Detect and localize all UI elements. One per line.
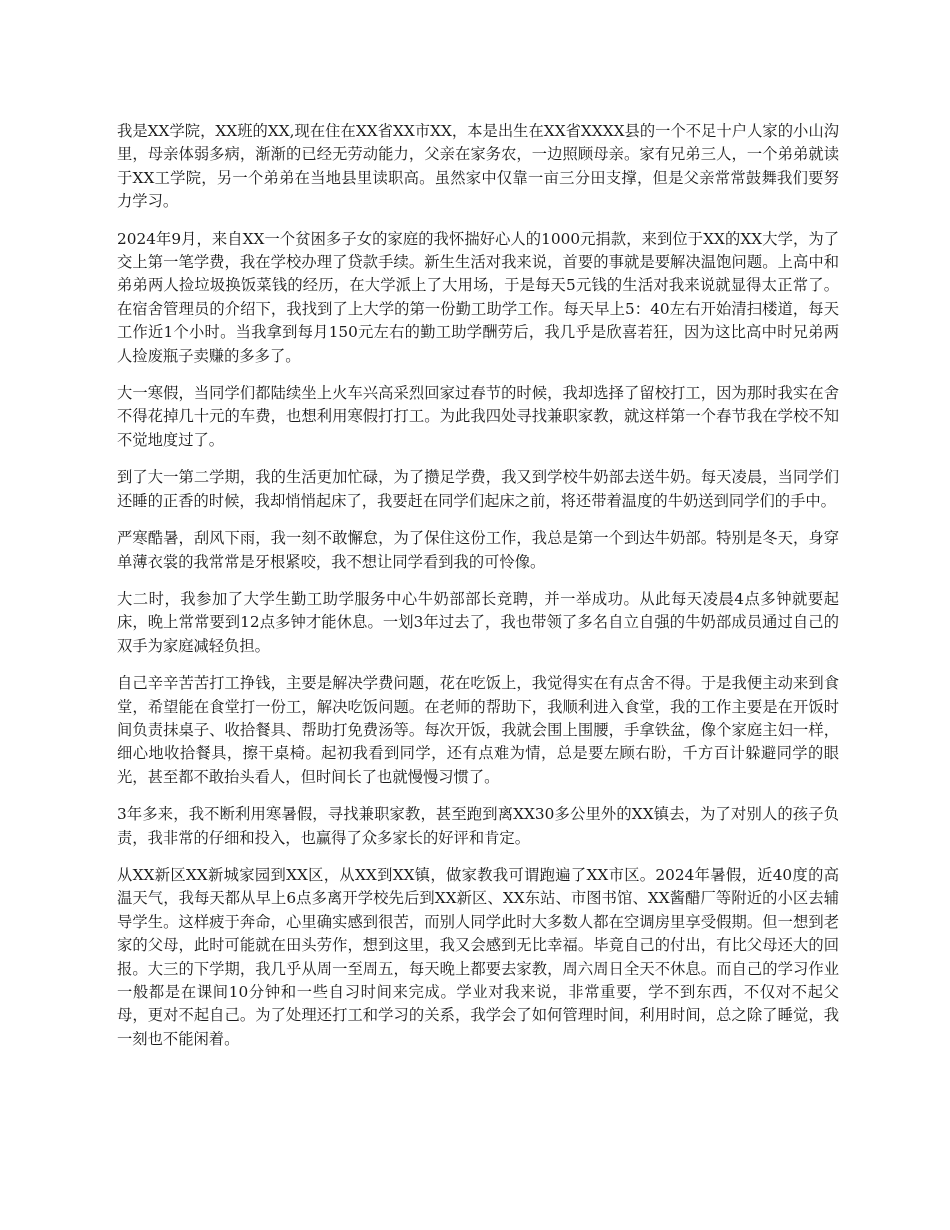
paragraph: 2024年9月，来自XX一个贫困多子女的家庭的我怀揣好心人的1000元捐款，来到位于XX的XX大学，为了交上第一笔学费，我在学校办理了贷款手续。新生生活对我来说，首要的事就是要解决温饱问题。上高中和弟弟两人捡垃圾换饭菜钱的经历，在大学派上了大用场，于是每天5元钱的生活对我来说就显得太正常了。在宿舍管理员的介绍下，我找到了上大学的第一份勤工助学工作。每天早上5：40左右开始清扫楼道，每天工作近1个小时。当我拿到每月150元左右的勤工助学酬劳后，我几乎是欣喜若狂，因为这比高中时兄弟两人捡废瓶子卖赚的多多了。 bbox=[117, 229, 839, 365]
paragraph: 到了大一第二学期，我的生活更加忙碌，为了攒足学费，我又到学校牛奶部去送牛奶。每天凌晨，当同学们还睡的正香的时候，我却悄悄起床了，我要赶在同学们起床之前，将还带着温度的牛奶送到同学们的手中。 bbox=[117, 468, 839, 510]
document-body bbox=[117, 120, 839, 1065]
paragraph: 大二时，我参加了大学生勤工助学服务中心牛奶部部长竞聘，并一举成功。从此每天凌晨4点多钟就要起床，晚上常常要到12点多钟才能休息。一划3年过去了，我也带领了多名自立自强的牛奶部成员通过自己的双手为家庭减轻负担。 bbox=[117, 589, 839, 655]
paragraph: 我是XX学院，XX班的XX,现在住在XX省XX市XX，本是出生在XX省XXXX县的一个不足十户人家的小山沟里，母亲体弱多病，渐渐的已经无劳动能力，父亲在家务农，一边照顾母亲。家有兄弟三人，一个弟弟就读于XX工学院，另一个弟弟在当地县里读职高。虽然家中仅靠一亩三分田支撑，但是父亲常常鼓舞我们要努力学习。 bbox=[117, 122, 839, 211]
paragraph: 从XX新区XX新城家园到XX区，从XX到XX镇，做家教我可谓跑遍了XX市区。2024年暑假，近40度的高温天气，我每天都从早上6点多离开学校先后到XX新区、XX东站、市图书馆、XX酱醋厂等附近的小区去辅导学生。这样疲于奔命，心里确实感到很苦，而别人同学此时大多数人都在空调房里享受假期。但一想到老家的父母，此时可能就在田头劳作，想到这里，我又会感到无比幸福。毕竟自己的付出，有比父母还大的回报。大三的下学期，我几乎从周一至周五，每天晚上都要去家教，周六周日全天不休息。而自己的学习作业一般都是在课间10分钟和一些自习时间来完成。学业对我来说，非常重要，学不到东西，不仅对不起父母，更对不起自己。为了处理还打工和学习的关系，我学会了如何管理时间，利用时间，总之除了睡觉，我一刻也不能闲着。 bbox=[117, 865, 839, 1048]
paragraph: 大一寒假，当同学们都陆续坐上火车兴高采烈回家过春节的时候，我却选择了留校打工，因为那时我实在舍不得花掉几十元的车费，也想利用寒假打打工。为此我四处寻找兼职家教，就这样第一个春节我在学校不知不觉地度过了。 bbox=[117, 384, 839, 449]
paragraph: 3年多来，我不断利用寒暑假，寻找兼职家教，甚至跑到离XX30多公里外的XX镇去，为了对别人的孩子负责，我非常的仔细和投入，也赢得了众多家长的好评和肯定。 bbox=[117, 805, 839, 847]
paragraph: 自己辛辛苦苦打工挣钱，主要是解决学费问题，花在吃饭上，我觉得实在有点舍不得。于是我便主动来到食堂，希望能在食堂打一份工，解决吃饭问题。在老师的帮助下，我顺利进入食堂，我的工作主要是在开饭时间负责抹桌子、收拾餐具、帮助打免费汤等。每次开饭，我就会围上围腰，手拿铁盆，像个家庭主妇一样，细心地收拾餐具，擦干桌椅。起初我看到同学，还有点难为情，总是要左顾右盼，千方百计躲避同学的眼光，甚至都不敢抬头看人，但时间长了也就慢慢习惯了。 bbox=[117, 674, 839, 786]
paragraph: 严寒酷暑，刮风下雨，我一刻不敢懈怠，为了保住这份工作，我总是第一个到达牛奶部。特别是冬天，身穿单薄衣裳的我常常是牙根紧咬，我不想让同学看到我的可怜像。 bbox=[117, 529, 839, 571]
